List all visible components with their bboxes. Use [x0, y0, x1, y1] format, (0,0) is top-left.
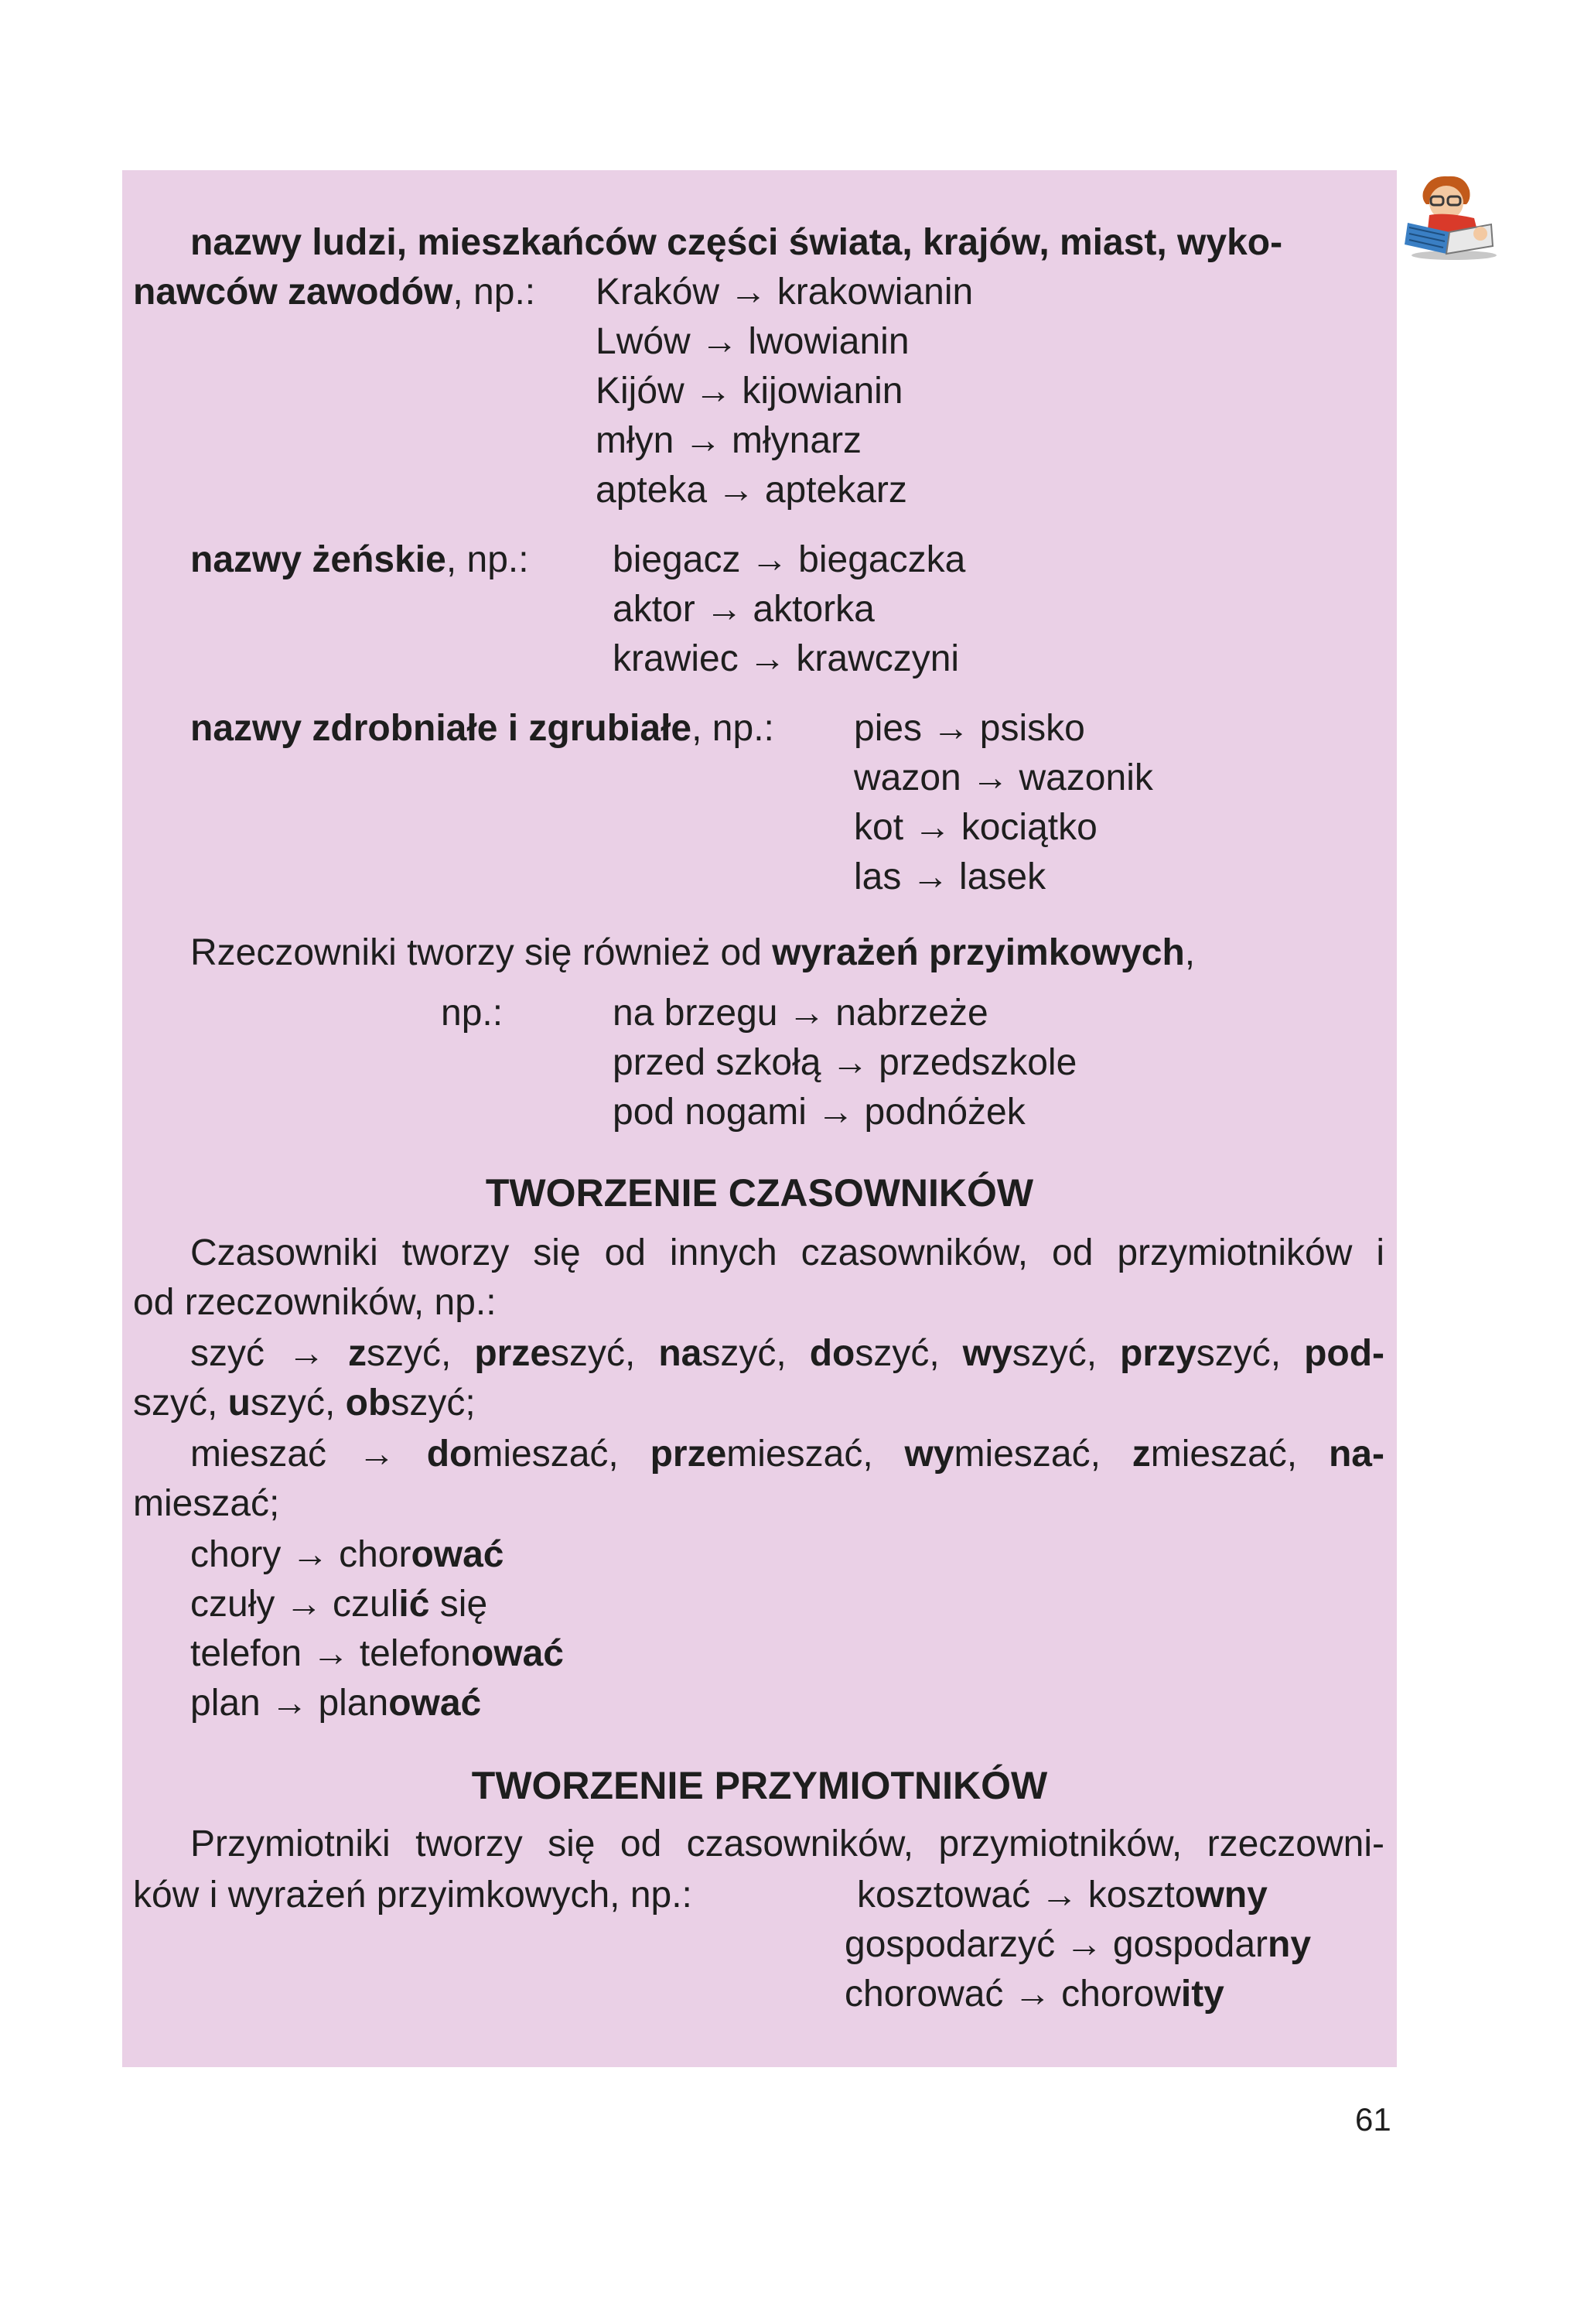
verbs-heading: TWORZENIE CZASOWNIKÓW: [485, 1171, 1034, 1215]
example-krawiec: krawiec → krawczyni: [613, 638, 960, 679]
example-przed-szkola: przed szkołą → przedszkole: [613, 1042, 1077, 1083]
page-number: 61: [1355, 2101, 1391, 2138]
szyc-line1-segment: szyć,: [1012, 1333, 1121, 1374]
section4-intro: Rzeczowniki tworzy się również od wyrażeń przyimkowych,: [190, 932, 1196, 973]
szyc-line1-segment: do: [809, 1333, 855, 1374]
example-kosztowac: kosztować → kosztowny: [857, 1875, 1268, 1916]
szyc-line1-segment: prze: [474, 1333, 551, 1374]
example-telefon: telefon → telefonować: [190, 1633, 564, 1674]
szyc-line1-segment: szyć: [190, 1333, 288, 1374]
example-czuly: czuły → czulić się: [190, 1584, 488, 1625]
adjectives-heading: TWORZENIE PRZYMIOTNIKÓW: [471, 1764, 1048, 1807]
example-aktor: aktor → aktorka: [613, 589, 875, 630]
mieszac-line2: mieszać;: [133, 1483, 280, 1524]
section2-label: nazwy żeńskie, np.:: [190, 539, 529, 580]
szyc-line2: [133, 1379, 476, 1428]
example-apteka: apteka → aptekarz: [596, 470, 907, 511]
szyc-line1-segment: z: [348, 1333, 367, 1374]
example-wazon: wazon → wazonik: [854, 757, 1153, 798]
szyc-line1-segment: szyć,: [367, 1333, 475, 1374]
section3-label: nazwy zdrobniałe i zgrubiałe, np.:: [190, 708, 774, 749]
szyc-line1-segment: szyć,: [551, 1333, 659, 1374]
adjectives-intro-line2: ków i wyrażeń przyimkowych, np.:: [133, 1875, 692, 1916]
example-mlyn: młyn → młynarz: [596, 420, 862, 461]
szyc-line2-segment: u: [227, 1382, 251, 1423]
miesz-line1-segment: mieszać,: [726, 1434, 905, 1475]
example-krakow: Kraków → krakowianin: [596, 272, 974, 313]
example-pod-nogami: pod nogami → podnóżek: [613, 1092, 1026, 1133]
miesz-line1-segment: mieszać,: [472, 1434, 650, 1475]
example-biegacz: biegacz → biegaczka: [613, 539, 966, 580]
miesz-line1-segment: mieszać,: [1150, 1434, 1329, 1475]
szyc-line2-segment: szyć;: [391, 1382, 476, 1423]
miesz-line1-segment: mieszać,: [954, 1434, 1132, 1475]
section1-intro-line2: nawców zawodów, np.:: [133, 272, 536, 313]
miesz-line1-segment: do: [426, 1434, 473, 1475]
szyc-line1-segment: pod-: [1304, 1333, 1385, 1374]
miesz-line1-segment: →: [357, 1434, 427, 1475]
miesz-line1-segment: prze: [650, 1434, 727, 1475]
szyc-line1-segment: przy: [1120, 1333, 1197, 1374]
szyc-line2-segment: szyć,: [251, 1382, 346, 1423]
example-kijow: Kijów → kijowianin: [596, 371, 903, 412]
verbs-intro-line2: od rzeczowników, np.:: [133, 1282, 497, 1323]
example-gospodarzyc: gospodarzyć → gospodarny: [845, 1924, 1312, 1965]
example-chory: chory → chorować: [190, 1534, 504, 1575]
szyc-line1-segment: szyć,: [702, 1333, 810, 1374]
szyc-line1-segment: →: [288, 1333, 348, 1374]
example-na-brzegu: na brzegu → nabrzeże: [613, 993, 988, 1034]
example-las: las → lasek: [854, 856, 1046, 897]
miesz-line1-segment: mieszać: [190, 1434, 358, 1475]
szyc-line2-segment: ob: [345, 1382, 391, 1423]
szyc-line1-segment: szyć,: [855, 1333, 963, 1374]
example-plan: plan → planować: [190, 1683, 482, 1724]
adjectives-intro-line1: Przymiotniki tworzy się od czasowników, przymiotników, rzeczowni-: [190, 1823, 1384, 1864]
verbs-intro-line1: Czasowniki tworzy się od innych czasowników, od przymiotników i: [190, 1232, 1384, 1273]
miesz-line1-segment: wy: [904, 1434, 954, 1475]
example-pies: pies → psisko: [854, 708, 1085, 749]
szyc-line1-segment: szyć,: [1196, 1333, 1305, 1374]
szyc-line1-segment: wy: [962, 1333, 1012, 1374]
reading-boy-icon: [1400, 169, 1500, 261]
section1-intro-line1: nazwy ludzi, mieszkańców części świata, krajów, miast, wyko-: [190, 222, 1283, 263]
szyc-line1: [190, 1329, 1384, 1379]
example-kot: kot → kociątko: [854, 807, 1098, 848]
mieszac-line1: [190, 1430, 1384, 1479]
section4-np: np.:: [441, 993, 504, 1034]
miesz-line1-segment: na-: [1328, 1434, 1384, 1475]
miesz-line1-segment: z: [1132, 1434, 1151, 1475]
example-lwow: Lwów → lwowianin: [596, 321, 910, 362]
szyc-line2-segment: szyć,: [133, 1382, 228, 1423]
szyc-line1-segment: na: [658, 1333, 702, 1374]
example-chorowac: chorować → chorowity: [845, 1974, 1224, 2015]
